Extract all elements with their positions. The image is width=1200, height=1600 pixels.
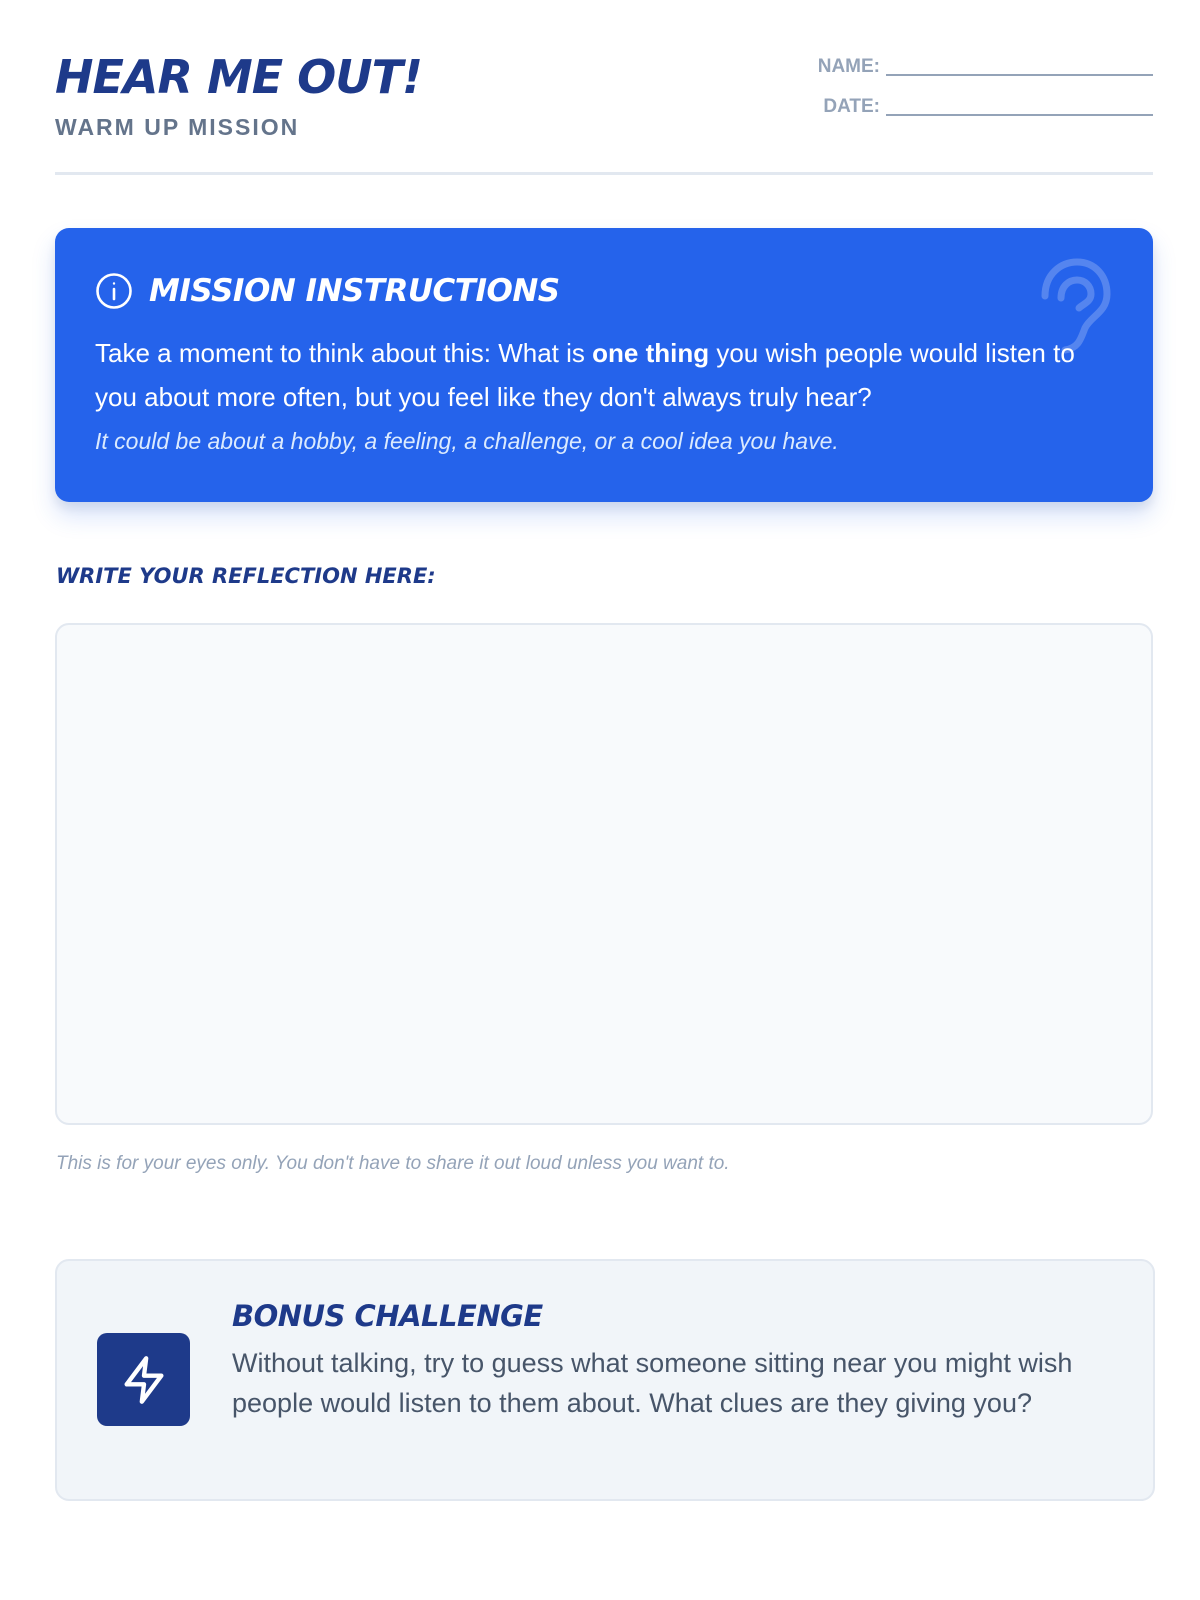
bonus-title: BONUS CHALLENGE — [232, 1299, 543, 1333]
instructions-text-emphasis: one thing — [592, 338, 710, 368]
date-field-row — [793, 94, 1153, 118]
date-field[interactable] — [886, 114, 1153, 116]
page-subtitle: WARM UP MISSION — [55, 114, 300, 140]
mission-instructions-card — [55, 228, 1153, 502]
reflection-label: WRITE YOUR REFLECTION HERE: — [56, 564, 436, 588]
page-title: HEAR ME OUT! — [55, 50, 422, 104]
instructions-text-end: you wish people would listen to you about more often, but you feel like they don't always truly hear? — [95, 338, 1075, 412]
instructions-title: MISSION INSTRUCTIONS — [149, 273, 560, 309]
name-field-row — [793, 54, 1153, 78]
bonus-icon-tile — [97, 1333, 190, 1426]
lightning-icon — [118, 1354, 170, 1406]
privacy-note: This is for your eyes only. You don't have to share it out loud unless you want to. — [56, 1153, 730, 1174]
date-label: DATE: — [823, 96, 880, 117]
info-icon — [95, 272, 133, 310]
instructions-header — [95, 272, 560, 310]
instructions-hint: It could be about a hobby, a feeling, a challenge, or a cool idea you have. — [95, 428, 839, 454]
bonus-text: Without talking, try to guess what someone sitting near you might wish people would listen to them about. What clues are they giving you? — [232, 1348, 1073, 1418]
name-label: NAME: — [817, 56, 880, 77]
name-field[interactable] — [886, 74, 1153, 76]
instructions-text — [95, 331, 1105, 419]
instructions-text-start: Take a moment to think about this: What is — [95, 338, 593, 368]
worksheet-header — [55, 48, 1153, 175]
bonus-challenge-card — [55, 1259, 1155, 1501]
student-fields — [793, 54, 1153, 134]
reflection-textarea[interactable] — [55, 623, 1153, 1125]
